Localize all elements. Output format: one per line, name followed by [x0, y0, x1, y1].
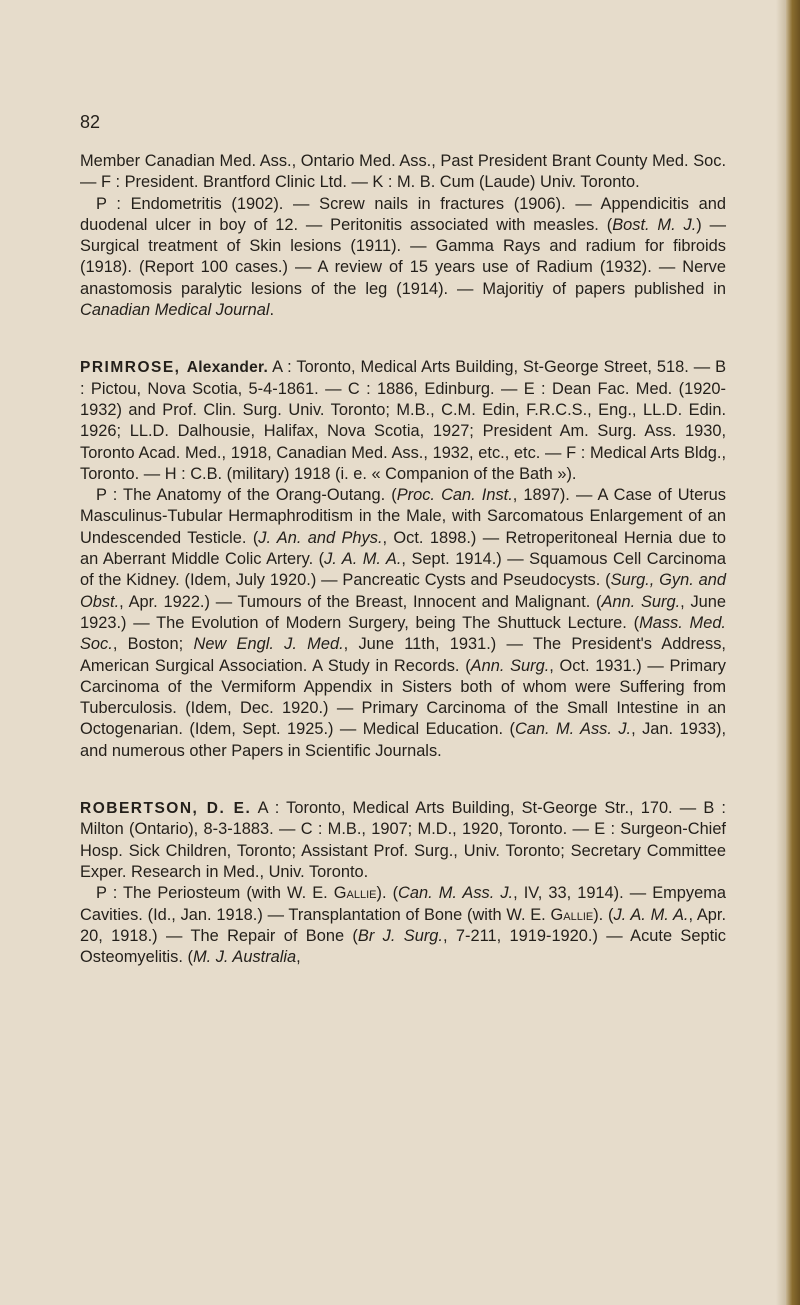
entry-primrose [80, 357, 726, 762]
page-number: 82 [80, 112, 101, 132]
entry-primrose-bio: PRIMROSE, Alexander. A : Toronto, Medical Arts Building, St-George Street, 518. — B : Pictou, Nova Scotia, 5-4-1861. — C : 1886, Edinburg. — E : Dean Fac. Med. (1920-1932) and Prof. Clin. Surg. Univ. Toronto; M.B., C.M. Edin, F.R.C.S., Eng., LL.D. Edin. 1926; LL.D. Dalhousie, Halifax, Nova Scotia, 1927; President Am. Surg. Ass. 1930, Toronto Acad. Med., 1918, Canadian Med. Ass., 1932, etc., etc. — F : Medical Arts Bldg., Toronto. — H : C.B. (military) 1918 (i. e. « Companion of the Bath »). [80, 358, 726, 483]
entry-continued-publications: P : Endometritis (1902). — Screw nails in fractures (1906). — Appendicitis and duodenal ulcer in boy of 12. — Peritonitis associated with measles. (Bost. M. J.) — Surgical treatment of Skin lesions (1911). — Gamma Rays and radium for fibroids (1918). (Report 100 cases.) — A review of 15 years use of Radium (1932). — Nerve anastomosis paralytic lesions of the leg (1914). — Majoritiy of papers published in Canadian Medical Journal. [80, 194, 727, 320]
entry-primrose-publications: P : The Anatomy of the Orang-Outang. (Proc. Can. Inst., 1897). — A Case of Uterus Masculinus-Tubular Hermaphroditism in the Male, with Sarcomatous Enlargement of an Undescended Testicle. (J. An. and Phys., Oct. 1898.) — Retroperitoneal Hernia due to an Aberrant Middle Colic Artery. (J. A. M. A., Sept. 1914.) — Squamous Cell Carcinoma of the Kidney. (Idem, July 1920.) — Pancreatic Cysts and Pseudocysts. (Surg., Gyn. and Obst., Apr. 1922.) — Tumours of the Breast, Innocent and Malignant. (Ann. Surg., June 1923.) — The Evolution of Modern Surgery, being The Shuttuck Lecture. (Mass. Med. Soc., Boston; New Engl. J. Med., June 11th, 1931.) — The President's Address, American Surgical Association. A Study in Records. (Ann. Surg., Oct. 1931.) — Primary Carcinoma of the Vermiform Appendix in Sisters both of whom were Suffering from Tuberculosis. (Idem, Dec. 1920.) — Primary Carcinoma of the Small Intestine in an Octogenarian. (Idem, Sept. 1925.) — Medical Education. (Can. M. Ass. J., Jan. 1933), and numerous other Papers in Scientific Journals. [80, 486, 727, 760]
entry-robertson-publications: P : The Periosteum (with W. E. Gallie). (Can. M. Ass. J., IV, 33, 1914). — Empyema Cavities. (Id., Jan. 1918.) — Transplantation of Bone (with W. E. Gallie). (J. A. M. A., Apr. 20, 1918.) — The Repair of Bone (Br J. Surg., 7-211, 1919-1920.) — Acute Septic Osteomyelitis. (M. J. Australia, [80, 884, 726, 967]
entry-robertson-name: ROBERTSON, D. E. [80, 800, 252, 818]
book-spine-edge [786, 0, 800, 1305]
page-content [80, 112, 726, 968]
entry-robertson-bio: ROBERTSON, D. E. A : Toronto, Medical Arts Building, St-George Str., 170. — B : Milton (Ontario), 8-3-1883. — C : M.B., 1907; M.D., 1920, Toronto. — E : Surgeon-Chief Hosp. Sick Children, Toronto; Assistant Prof. Surg., Univ. Toronto; Secretary Committee Exper. Research in Med., Univ. Toronto. [80, 799, 726, 881]
entry-primrose-name: PRIMROSE, Alexander. [80, 359, 269, 377]
entry-continued-bio: Member Canadian Med. Ass., Ontario Med. Ass., Past President Brant County Med. Soc. — F : President. Brantford Clinic Ltd. — K : M. B. Cum (Laude) Univ. Toronto. [80, 152, 726, 192]
entry-robertson [80, 798, 726, 968]
entry-continued [80, 151, 726, 321]
page-edge-shadow [776, 0, 786, 1305]
